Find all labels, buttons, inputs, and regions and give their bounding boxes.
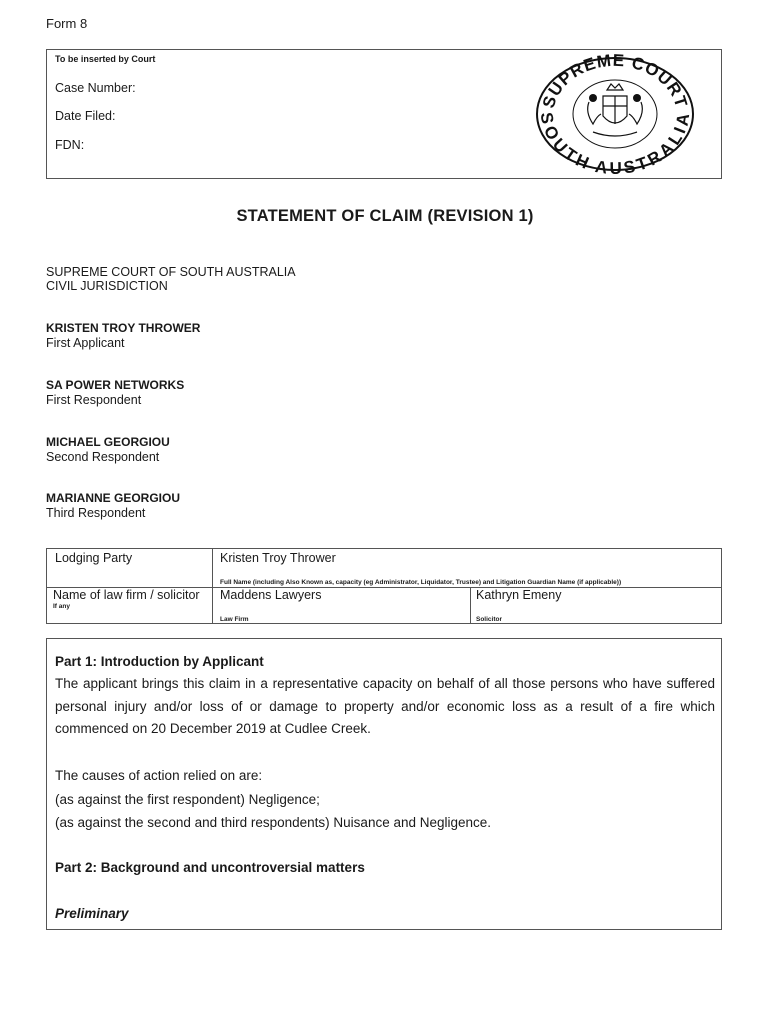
court-use-box [46,49,722,179]
part1-heading: Part 1: Introduction by Applicant [55,654,264,669]
part1-paragraph: The applicant brings this claim in a representative capacity on behalf of all those persons who have suffered personal injury and/or loss of or damage to property and/or economic loss as a result of a fire which commenced on 20 December 2019 at Cudlee Creek. [55,676,715,736]
svg-text:SOUTH AUSTRALIA: SOUTH AUSTRALIA [536,111,694,174]
court-jurisdiction: CIVIL JURISDICTION [46,279,168,293]
party-role: Third Respondent [46,506,146,520]
party-role: Second Respondent [46,450,160,464]
part2-heading: Part 2: Background and uncontroversial matters [55,860,365,875]
party-name: SA POWER NETWORKS [46,378,185,392]
svg-text:SUPREME COURT: SUPREME COURT [538,54,692,111]
supreme-court-seal [531,54,699,174]
case-number-label: Case Number: [55,81,136,95]
law-firm-caption: Law Firm [220,616,249,623]
court-box-header: To be inserted by Court [55,54,156,64]
preliminary-heading: Preliminary [55,906,129,921]
lodging-party-value: Kristen Troy Thrower [220,551,336,565]
party-role: First Applicant [46,336,125,350]
cause-item: (as against the second and third respondents) Nuisance and Negligence. [55,815,492,830]
law-firm-value: Maddens Lawyers [220,588,322,602]
form-number-label: Form 8 [46,16,88,31]
party-name: MARIANNE GEORGIOU [46,491,181,505]
party-role: First Respondent [46,393,142,407]
fdn-label: FDN: [55,138,85,152]
solicitor-caption: Solicitor [476,616,503,623]
date-filed-label: Date Filed: [55,109,116,123]
full-name-caption: Full Name (including Also Known as, capacity (eg Administrator, Liquidator, Trustee) and Litigation Guardian Name (if applicable)) [220,579,622,586]
court-name: SUPREME COURT OF SOUTH AUSTRALIA [46,265,296,279]
law-firm-label: Name of law firm / solicitor [53,588,200,602]
claim-body-box [46,638,722,930]
solicitor-value: Kathryn Emeny [476,588,562,602]
party-name: KRISTEN TROY THROWER [46,321,201,335]
document-title: STATEMENT OF CLAIM (REVISION 1) [236,207,534,225]
lodging-party-table [46,548,722,624]
if-any-caption: If any [53,603,70,610]
lodging-party-label: Lodging Party [55,551,133,565]
causes-intro: The causes of action relied on are: [55,768,263,783]
cause-item: (as against the first respondent) Negligence; [55,792,320,807]
party-name: MICHAEL GEORGIOU [46,435,170,449]
